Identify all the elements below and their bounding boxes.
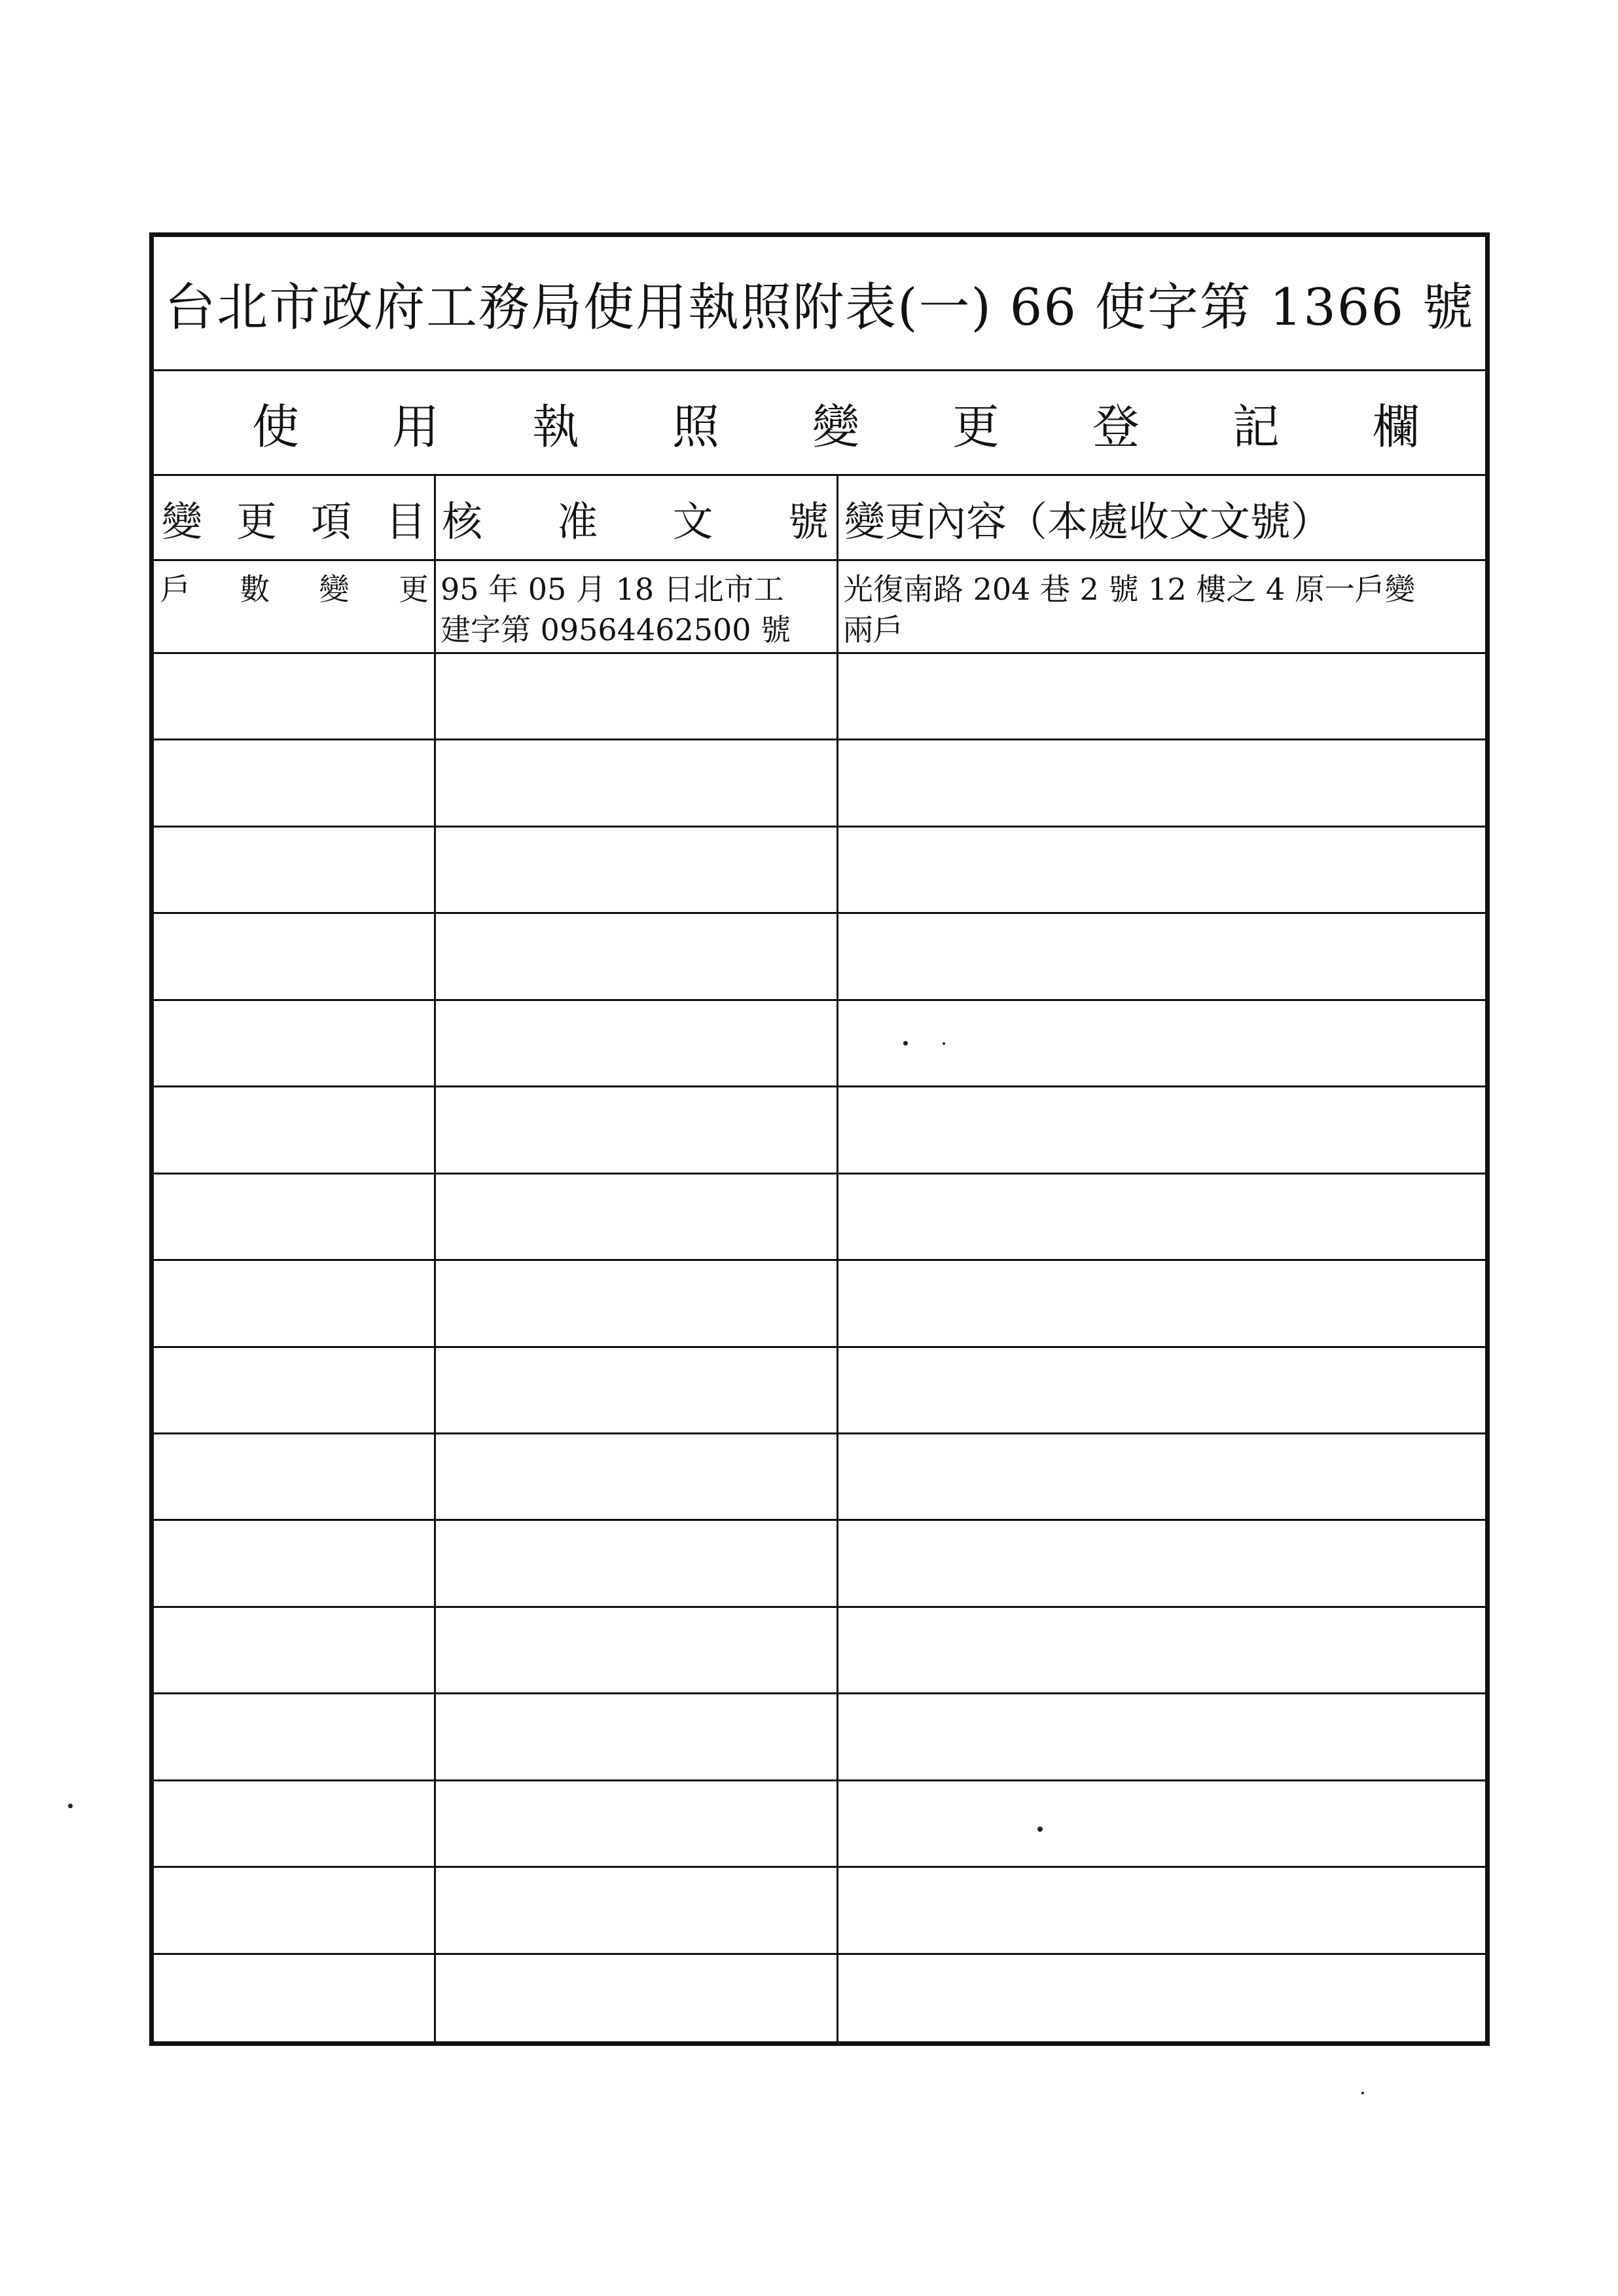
table-header-row	[154, 476, 1485, 561]
cell-change-content	[836, 561, 1490, 652]
header-approval-number	[434, 476, 836, 559]
empty-table-row	[154, 1521, 1485, 1607]
header-char: 變	[162, 498, 203, 545]
content-line-1: 光復南路 204 巷 2 號 12 樓之 4 原一戶變	[843, 572, 1415, 607]
scan-speck	[943, 1042, 945, 1045]
subtitle-char: 用	[391, 399, 439, 454]
subtitle-char: 照	[672, 399, 719, 454]
form-subtitle-row	[154, 371, 1485, 476]
column-divider	[836, 476, 838, 2041]
approval-line-1: 95 年 05 月 18 日北市工	[440, 572, 784, 607]
table-row	[154, 561, 1485, 654]
header-change-content-label: 變更內容（本處收文文號）	[844, 498, 1332, 545]
item-char: 數	[240, 572, 270, 607]
form-subtitle	[154, 389, 1485, 457]
header-char: 准	[557, 498, 598, 545]
header-change-content	[836, 476, 1490, 559]
cell-approval-number	[434, 561, 836, 652]
empty-table-row	[154, 1608, 1485, 1694]
subtitle-char: 欄	[1372, 399, 1420, 454]
scan-speck	[1361, 2092, 1364, 2094]
subtitle-char: 使	[252, 399, 300, 454]
empty-table-row	[154, 1694, 1485, 1781]
empty-table-row	[154, 914, 1485, 1000]
empty-table-row	[154, 1087, 1485, 1174]
subtitle-char: 變	[812, 399, 859, 454]
empty-table-row	[154, 1868, 1485, 1954]
subtitle-char: 執	[531, 399, 579, 454]
subtitle-char: 更	[952, 399, 999, 454]
header-char: 號	[787, 498, 829, 545]
scan-speck	[68, 1804, 73, 1808]
empty-table-row	[154, 1348, 1485, 1434]
header-change-item	[154, 476, 434, 559]
header-char: 目	[385, 498, 426, 545]
scan-speck	[1037, 1827, 1043, 1832]
column-divider	[434, 476, 436, 2041]
approval-line-2: 建字第 09564462500 號	[440, 612, 791, 647]
empty-table-row	[154, 654, 1485, 740]
header-char: 更	[236, 498, 277, 545]
form-title-row	[154, 237, 1485, 371]
license-change-form	[149, 232, 1490, 2046]
empty-table-row	[154, 1261, 1485, 1347]
empty-table-row	[154, 1001, 1485, 1087]
subtitle-char: 記	[1232, 399, 1280, 454]
empty-table-row	[154, 1781, 1485, 1868]
scan-speck	[903, 1041, 908, 1046]
empty-table-row	[154, 1955, 1485, 2041]
cell-change-item	[154, 561, 434, 652]
empty-table-row	[154, 1434, 1485, 1521]
subtitle-char: 登	[1092, 399, 1140, 454]
header-char: 文	[672, 498, 713, 545]
item-char: 變	[319, 572, 350, 607]
item-char: 戶	[160, 572, 190, 607]
header-char: 核	[442, 498, 483, 545]
empty-table-row	[154, 1175, 1485, 1261]
empty-table-row	[154, 740, 1485, 827]
item-char: 更	[398, 572, 429, 607]
empty-table-row	[154, 828, 1485, 914]
header-char: 項	[310, 498, 351, 545]
form-title: 台北市政府工務局使用執照附表(一) 66 使字第 1366 號	[164, 278, 1475, 337]
content-line-2: 兩戶	[843, 612, 903, 647]
